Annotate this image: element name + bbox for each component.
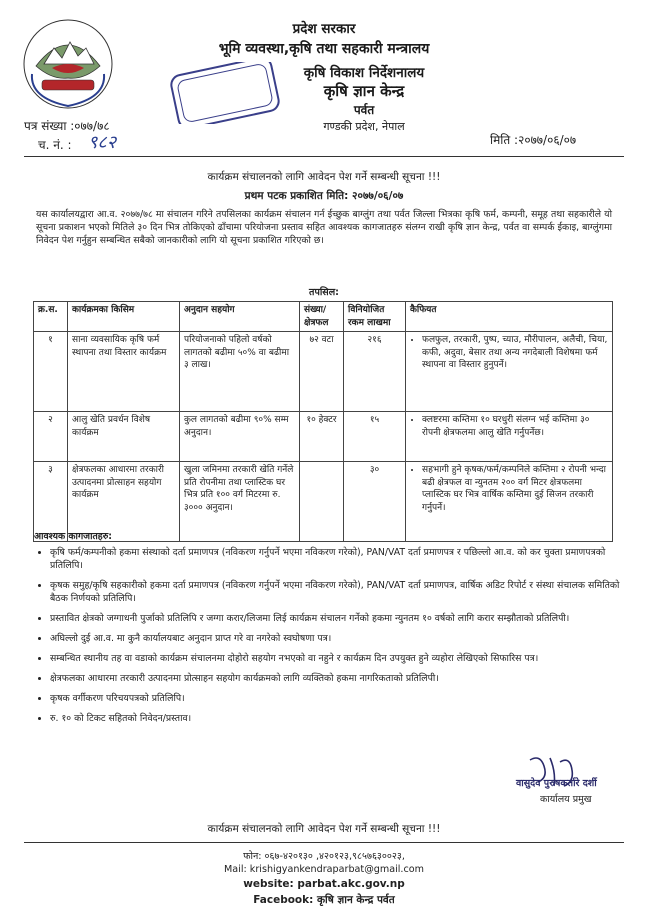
cell-grant: खुला जमिनमा तरकारी खेति गर्नेले प्रति रोपनीमा तथा प्लास्टिक घर भित्र प्रति १०० वर्ग मिटरमा रु. ३००० अनुदान। <box>180 462 300 542</box>
cell-sn: १ <box>34 332 68 412</box>
footer-website: website: parbat.akc.gov.np <box>243 878 405 890</box>
header-line-province: प्रदेश सरकार <box>292 21 356 37</box>
signatory-name: वासुदेव पुरुषकर्तारे दर्शी <box>516 778 597 789</box>
notice-title: कार्यक्रम संचालनको लागि आवेदन पेश गर्ने सम्बन्धी सूचना !!! <box>207 171 441 183</box>
signatory-title: कार्यालय प्रमुख <box>540 794 592 805</box>
notice-published-date: प्रथम पटक प्रकाशित मिति: २०७७/०६/०७ <box>244 190 404 202</box>
cell-amount: १५ <box>344 412 406 462</box>
header-line-center: कृषि ज्ञान केन्द्र <box>323 82 405 100</box>
header-divider <box>24 156 624 157</box>
list-item: • कृषक वर्गीकरण परिचयपत्रको प्रतिलिपि। <box>50 692 624 705</box>
remark-item: • सहभागी हुने कृषक/फर्म/कम्पनिले कम्तिमा २ रोपनी भन्दा बढी क्षेत्रफल वा न्युनतम २०० वर्ग मिटर क्षेत्रफलमा प्लास्टिक घर भित्र वार्षिक कम्तिमा दुई सिजन तरकारी गर्नुपर्ने। <box>422 464 608 514</box>
table-row <box>34 332 613 412</box>
chalani-number: ९८२ <box>88 132 117 153</box>
documents-list <box>34 546 624 725</box>
list-item: • रु. १० को टिकट सहितको निवेदन/प्रस्ताव। <box>50 712 624 725</box>
col-header-program: कार्यक्रमका किसिम <box>68 302 180 332</box>
cell-grant: कुल लागतको बढीमा ९०% सम्म अनुदान। <box>180 412 300 462</box>
list-item: • प्रस्तावित क्षेत्रको जग्गाधनी पुर्जाको प्रतिलिपि र जग्गा करार/लिजमा लिई कार्यक्रम संचालन गर्नेको हकमा न्युनतम १० वर्षको लागि करार सम्झौताको प्रतिलिपी। <box>50 612 624 625</box>
list-item: • क्षेत्रफलका आधारमा तरकारी उत्पादनमा प्रोत्साहन सहयोग कार्यक्रमको लागि व्यक्तिको हकमा नागरिकताको प्रतिलिपी। <box>50 672 624 685</box>
cell-sn: ३ <box>34 462 68 542</box>
footer-divider <box>24 842 624 843</box>
list-item: • कृषि फर्म/कम्पनीको हकमा संस्थाको दर्ता प्रमाणपत्र (नविकरण गर्नुपर्ने भएमा नविकरण गरेको), PAN/VAT दर्ता प्रमाणपत्र र पछिल्लो आ.व. को कर चुक्ता प्रमाणपत्रको प्रतिलिपि। <box>50 546 624 572</box>
footer-phone: फोन: ०६७-४२०१३० ,४२०१२३,९८५७६३००२३, <box>243 851 405 862</box>
remark-item: • फलफुल, तरकारी, पुष्प, च्याउ, मौरीपालन, अलैची, चिया, कफी, अदुवा, बेसार तथा अन्य नगदेबाली विशेषमा फर्म स्थापना वा विस्तार हुनुपर्ने। <box>422 334 608 372</box>
col-header-grant: अनुदान सहयोग <box>180 302 300 332</box>
col-header-quantity: संख्या/ क्षेत्रफल <box>300 302 344 332</box>
list-item: • कृषक समुह/कृषि सहकारीको हकमा दर्ता प्रमाणपत्र (नविकरण गर्नुपर्ने भएमा नविकरण गरेको), PAN/VAT दर्ता प्रमाणपत्र, वार्षिक अडिट रिपोर्ट र संस्था संचालक समितिको बैठक निर्णयको प्रतिलिपि। <box>50 579 624 605</box>
cell-amount: २१६ <box>344 332 406 412</box>
header-line-ministry: भूमि व्यवस्था,कृषि तथा सहकारी मन्त्रालय <box>218 41 430 57</box>
cell-amount: ३० <box>344 462 406 542</box>
footer-notice-title: कार्यक्रम संचालनको लागि आवेदन पेश गर्ने सम्बन्धी सूचना !!! <box>207 823 441 835</box>
header-line-district: पर्वत <box>353 103 375 117</box>
issue-date: मिति :२०७७/०६/०७ <box>490 133 577 147</box>
required-documents-section <box>34 530 624 732</box>
remark-item: • क्लष्टरमा कम्तिमा १० घरधुरी संलग्न भई कम्तिमा ३० रोपनी क्षेत्रफलमा आलु खेति गर्नुपर्नेछ। <box>422 414 608 439</box>
patra-sankhya: पत्र संख्या :०७७/७८ <box>24 119 110 133</box>
header-line-address: गण्डकी प्रदेश, नेपाल <box>323 120 405 133</box>
cell-remarks <box>406 332 613 412</box>
footer-mail: Mail: krishigyankendraparbat@gmail.com <box>224 864 424 875</box>
cell-quantity: १० हेक्टर <box>300 412 344 462</box>
cell-program: साना व्यवसायिक कृषि फर्म स्थापना तथा विस्तार कार्यक्रम <box>68 332 180 412</box>
header-line-directorate: कृषि विकाश निर्देशनालय <box>303 65 425 81</box>
cell-sn: २ <box>34 412 68 462</box>
table-row <box>34 412 613 462</box>
documents-title: आवश्यक कागजातहरु: <box>34 531 112 542</box>
office-stamp-seal <box>170 62 280 124</box>
list-item: • सम्बन्धित स्थानीय तह वा वडाको कार्यक्रम संचालनमा दोहोरो सहयोग नभएको वा नहुने र कार्यक्रम दिन उपयुक्त हुने व्यहोरा लेखिएको सिफारिस पत्र। <box>50 652 624 665</box>
col-header-remarks: कैफियत <box>406 302 613 332</box>
col-header-amount: विनियोजित रकम लाखमा <box>344 302 406 332</box>
notice-body: यस कार्यालयद्वारा आ.व. २०७७/७८ मा संचालन गरिने तपसिलका कार्यक्रम संचालन गर्न ईच्छुक बाग्लुंग तथा पर्वत जिल्ला भित्रका कृषि फर्म, कम्पनी, समूह तथा सहकारीले यो सूचना प्रकाशन भएको मितिले ३० दिन भित्र तोकिएको ढाँचामा परियोजना प्रस्ताव सहित आवश्यक कागजातहरु संलग्न राखी कृषि ज्ञान केन्द्र, पर्वत वा सम्पर्क ईकाइ, बाग्लुंगमा निवेदन पेश गर्नुहुन सम्बन्धित सबैको जानकारीको लागि यो सूचना प्रकाशित गरिएको छ। <box>36 209 612 246</box>
tapsil-heading: तपसिल: <box>309 287 339 298</box>
chalani-label: च. नं. : <box>38 138 72 152</box>
cell-program: क्षेत्रफलका आधारमा तरकारी उत्पादनमा प्रोत्साहन सहयोग कार्यक्रम <box>68 462 180 542</box>
table-header-row <box>34 302 613 332</box>
cell-grant: परियोजनाको पहिलो वर्षको लागतको बढीमा ५०% वा बढीमा ३ लाख। <box>180 332 300 412</box>
list-item: • अघिल्लो दुई आ.व. मा कुनै कार्यालयबाट अनुदान प्राप्त गरे वा नगरेको स्वघोषणा पत्र। <box>50 632 624 645</box>
footer-facebook: Facebook: कृषि ज्ञान केन्द्र पर्वत <box>253 894 395 906</box>
cell-remarks <box>406 412 613 462</box>
cell-program: आलु खेति प्रवर्धन विशेष कार्यक्रम <box>68 412 180 462</box>
cell-quantity: ७२ वटा <box>300 332 344 412</box>
col-header-sn: क्र.स. <box>34 302 68 332</box>
program-table <box>33 301 613 542</box>
